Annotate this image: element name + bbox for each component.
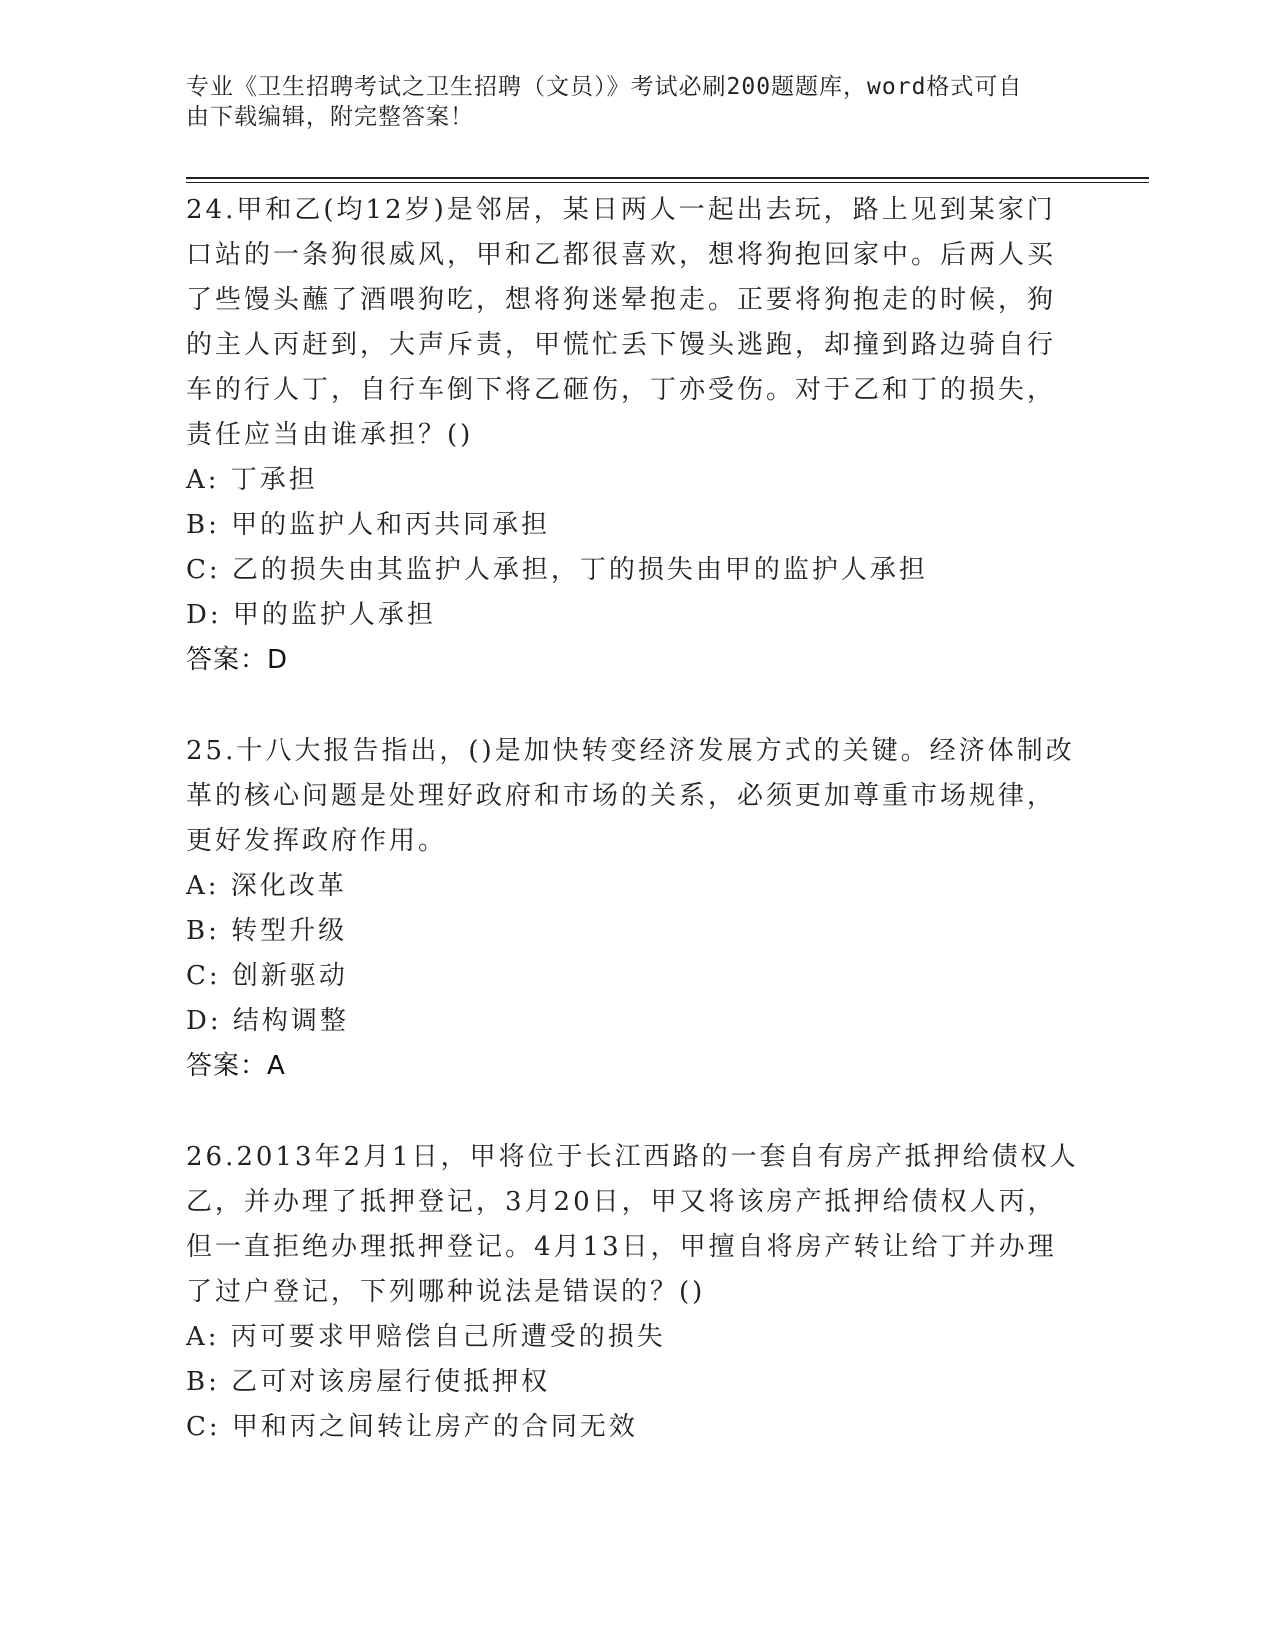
option-a: A: 丙可要求甲赔偿自己所遭受的损失 xyxy=(186,1322,666,1352)
question-list xyxy=(186,188,1086,1450)
question-text-line: 乙，并办理了抵押登记，3月20日，甲又将该房产抵押给债权人丙， xyxy=(186,1187,1057,1217)
option-d: D: 结构调整 xyxy=(186,1006,349,1036)
option-b: B: 乙可对该房屋行使抵押权 xyxy=(186,1367,551,1397)
question-text-line: 口站的一条狗很威风，甲和乙都很喜欢，想将狗抱回家中。后两人买 xyxy=(186,240,1057,270)
question-26 xyxy=(186,1135,1086,1450)
option-a: A: 丁承担 xyxy=(186,465,318,495)
question-text-line: 24.甲和乙(均12岁)是邻居，某日两人一起出去玩，路上见到某家门 xyxy=(186,195,1056,225)
header-line-2: 由下载编辑，附完整答案！ xyxy=(186,104,474,130)
option-b: B: 转型升级 xyxy=(186,916,348,946)
question-text-line: 了过户登记，下列哪种说法是错误的？() xyxy=(186,1277,706,1307)
answer: 答案：A xyxy=(186,1051,286,1081)
question-spacer xyxy=(186,683,1086,729)
question-spacer xyxy=(186,1089,1086,1135)
question-text-line: 车的行人丁，自行车倒下将乙砸伤，丁亦受伤。对于乙和丁的损失， xyxy=(186,375,1057,405)
option-d: D: 甲的监护人承担 xyxy=(186,600,436,630)
option-c: C: 甲和丙之间转让房产的合同无效 xyxy=(186,1412,638,1442)
answer: 答案：D xyxy=(186,645,289,675)
option-b: B: 甲的监护人和丙共同承担 xyxy=(186,510,551,540)
question-text-line: 了些馒头蘸了酒喂狗吃，想将狗迷晕抱走。正要将狗抱走的时候，狗 xyxy=(186,285,1057,315)
question-text-line: 但一直拒绝办理抵押登记。4月13日，甲擅自将房产转让给丁并办理 xyxy=(186,1232,1057,1262)
question-text-line: 责任应当由谁承担？() xyxy=(186,420,474,450)
question-25 xyxy=(186,729,1086,1089)
header-rule-thick xyxy=(186,177,1149,179)
document-header xyxy=(186,72,1066,132)
question-text-line: 的主人丙赶到，大声斥责，甲慌忙丢下馒头逃跑，却撞到路边骑自行 xyxy=(186,330,1057,360)
question-text-line: 25.十八大报告指出，()是加快转变经济发展方式的关键。经济体制改 xyxy=(186,736,1075,766)
question-text-line: 更好发挥政府作用。 xyxy=(186,826,448,856)
option-a: A: 深化改革 xyxy=(186,871,347,901)
question-24 xyxy=(186,188,1086,683)
question-text-line: 26.2013年2月1日，甲将位于长江西路的一套自有房产抵押给债权人 xyxy=(186,1142,1079,1172)
header-line-1: 专业《卫生招聘考试之卫生招聘（文员）》考试必刷200题题库，word格式可自 xyxy=(186,74,1023,100)
question-text-line: 革的核心问题是处理好政府和市场的关系，必须更加尊重市场规律， xyxy=(186,781,1057,811)
option-c: C: 乙的损失由其监护人承担，丁的损失由甲的监护人承担 xyxy=(186,555,928,585)
header-rule-thin xyxy=(186,182,1149,183)
option-c: C: 创新驱动 xyxy=(186,961,348,991)
